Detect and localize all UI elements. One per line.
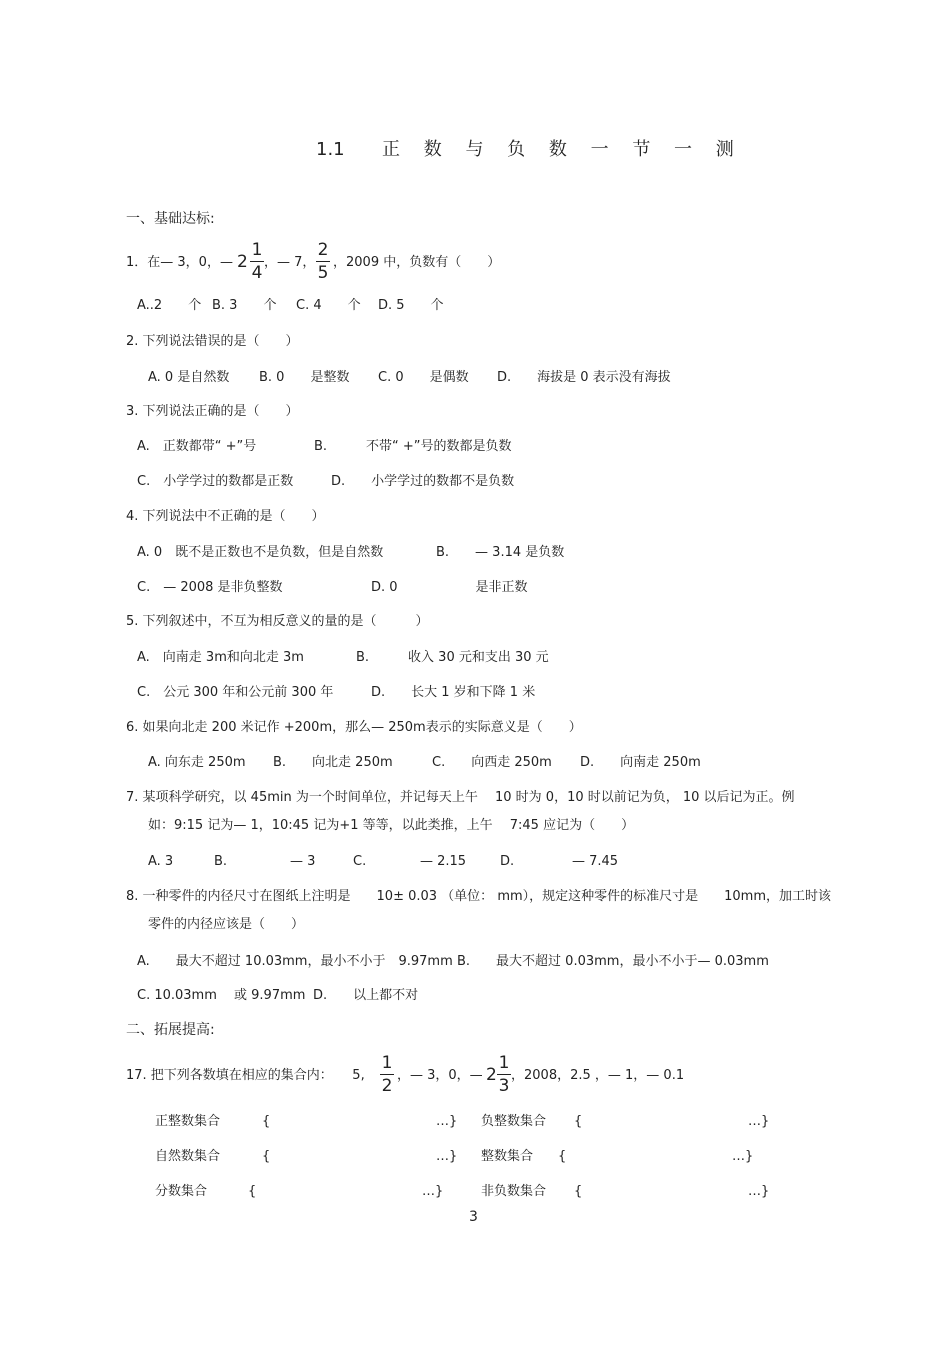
q7-option-d-letter[interactable]: D. (500, 854, 515, 869)
section-heading-1: 一、基础达标: (126, 211, 215, 227)
q3-stem: 3. 下列说法正确的是（ ） (126, 404, 299, 419)
q3-option-c[interactable]: C. 小学学过的数都是正数 (137, 474, 294, 489)
q4-option-a[interactable]: A. 0 既不是正数也不是负数，但是自然数 (137, 545, 384, 560)
fraction-bar (316, 261, 330, 262)
q8-option-c[interactable]: C. 10.03mm 或 9.97mm (137, 988, 306, 1003)
set-label-natural-numbers: 自然数集合 (155, 1149, 221, 1164)
q8-stem-line-1: 8. 一种零件的内径尺寸在图纸上注明是 10± 0.03 （单位： mm），规定这种零件的标准尺寸是 10mm，加工时该 (126, 889, 832, 904)
fraction-denominator: 4 (251, 263, 263, 284)
fraction-denominator: 5 (317, 263, 329, 284)
q17-fraction-1 (380, 1055, 394, 1095)
q4-option-d[interactable]: D. 0 是非正数 (371, 580, 528, 595)
q1-stem-a: 1．在— 3，0，— (126, 255, 233, 270)
set-open-brace: { (262, 1114, 271, 1129)
q8-option-b[interactable]: B. 最大不超过 0.03mm，最小不小于— 0.03mm (457, 954, 769, 969)
q3-option-d[interactable]: D. 小学学过的数都不是负数 (331, 474, 515, 489)
q7-option-d-value[interactable]: — 7.45 (572, 854, 619, 869)
fraction-bar (497, 1074, 511, 1075)
q2-option-a[interactable]: A. 0 是自然数 (148, 370, 230, 385)
q5-option-a[interactable]: A. 向南走 3m和向北走 3m (137, 650, 304, 665)
q2-option-d[interactable]: D. 海拔是 0 表示没有海拔 (497, 370, 671, 385)
q7-stem-line-1: 7. 某项科学研究，以 45min 为一个时间单位，并记每天上午 10 时为 0，10 时以前记为负， 10 以后记为正。例 (126, 790, 795, 805)
q7-option-c-letter[interactable]: C. (353, 854, 367, 869)
set-open-brace: { (248, 1184, 257, 1199)
q8-option-d[interactable]: D. 以上都不对 (313, 988, 419, 1003)
q1-stem-c: ，2009 中，负数有（ ） (333, 255, 501, 270)
q8-option-a[interactable]: A. 最大不超过 10.03mm，最小不小于 9.97mm (137, 954, 453, 969)
q1-option-c[interactable]: C. 4 个 (296, 298, 361, 313)
q2-stem: 2. 下列说法错误的是（ ） (126, 334, 299, 349)
fraction-denominator: 2 (381, 1076, 393, 1097)
q7-option-b-letter[interactable]: B. (214, 854, 228, 869)
q17-stem-c: ，2008，2.5 ，— 1，— 0.1 (511, 1068, 685, 1083)
q1-fraction-2 (316, 242, 330, 282)
q3-option-a[interactable]: A. 正数都带“ +”号 (137, 439, 257, 454)
set-label-negative-integers: 负整数集合 (481, 1114, 547, 1129)
q5-option-b[interactable]: B. 收入 30 元和支出 30 元 (356, 650, 549, 665)
page-title: 正 数 与 负 数 一 节 一 测 (382, 139, 743, 160)
q17-mixed-whole: 2 (486, 1065, 497, 1085)
q7-option-b-value[interactable]: — 3 (290, 854, 316, 869)
q17-fraction-2 (497, 1055, 511, 1095)
set-label-non-negative-numbers: 非负数集合 (481, 1184, 547, 1199)
set-close-brace: …} (422, 1184, 444, 1199)
set-open-brace: { (574, 1184, 583, 1199)
q4-stem: 4. 下列说法中不正确的是（ ） (126, 509, 325, 524)
q1-stem-b: ，— 7， (264, 255, 316, 270)
fraction-numerator: 1 (498, 1053, 510, 1073)
q1-option-d[interactable]: D. 5 个 (378, 298, 444, 313)
set-label-fractions: 分数集合 (155, 1184, 208, 1199)
title-number: 1.1 (316, 139, 345, 160)
q2-option-c[interactable]: C. 0 是偶数 (378, 370, 469, 385)
set-close-brace: …} (436, 1149, 458, 1164)
q8-stem-line-2: 零件的内径应该是（ ） (148, 917, 305, 932)
q3-option-b[interactable]: B. 不带“ +”号的数都是负数 (314, 439, 512, 454)
q4-option-b[interactable]: B. — 3.14 是负数 (436, 545, 565, 560)
q1-option-a[interactable]: A..2 个 (137, 298, 202, 313)
q6-stem: 6. 如果向北走 200 米记作 +200m，那么— 250m表示的实际意义是（ ） (126, 720, 582, 735)
q7-option-a[interactable]: A. 3 (148, 854, 174, 869)
fraction-bar (380, 1074, 394, 1075)
q5-stem: 5. 下列叙述中，不互为相反意义的量的是（ ） (126, 614, 429, 629)
q7-option-c-value[interactable]: — 2.15 (420, 854, 467, 869)
set-open-brace: { (574, 1114, 583, 1129)
set-label-integers: 整数集合 (481, 1149, 534, 1164)
set-open-brace: { (558, 1149, 567, 1164)
q17-stem-a: 17. 把下列各数填在相应的集合内： 5, (126, 1068, 365, 1083)
q6-option-c[interactable]: C. 向西走 250m (432, 755, 552, 770)
q5-option-c[interactable]: C. 公元 300 年和公元前 300 年 (137, 685, 334, 700)
q2-option-b[interactable]: B. 0 是整数 (259, 370, 350, 385)
q17-stem-b: ，— 3，0，— (397, 1068, 483, 1083)
set-label-positive-integers: 正整数集合 (155, 1114, 221, 1129)
fraction-numerator: 2 (317, 240, 329, 260)
q1-mixed-whole: 2 (237, 252, 248, 272)
q4-option-c[interactable]: C. — 2008 是非负整数 (137, 580, 283, 595)
section-heading-2: 二、拓展提高: (126, 1022, 215, 1038)
q6-option-a[interactable]: A. 向东走 250m (148, 755, 246, 770)
page-number: 3 (469, 1209, 478, 1225)
q6-option-d[interactable]: D. 向南走 250m (580, 755, 701, 770)
q6-option-b[interactable]: B. 向北走 250m (273, 755, 393, 770)
q1-fraction-1 (250, 242, 264, 282)
set-close-brace: …} (748, 1184, 770, 1199)
q5-option-d[interactable]: D. 长大 1 岁和下降 1 米 (371, 685, 536, 700)
set-close-brace: …} (748, 1114, 770, 1129)
set-close-brace: …} (732, 1149, 754, 1164)
fraction-denominator: 3 (498, 1076, 510, 1097)
set-close-brace: …} (436, 1114, 458, 1129)
fraction-numerator: 1 (381, 1053, 393, 1073)
fraction-numerator: 1 (251, 240, 263, 260)
fraction-bar (250, 261, 264, 262)
set-open-brace: { (262, 1149, 271, 1164)
q1-option-b[interactable]: B. 3 个 (212, 298, 277, 313)
q7-stem-line-2: 如：9:15 记为— 1，10:45 记为+1 等等，以此类推，上午 7:45 应记为（ ） (148, 818, 635, 833)
